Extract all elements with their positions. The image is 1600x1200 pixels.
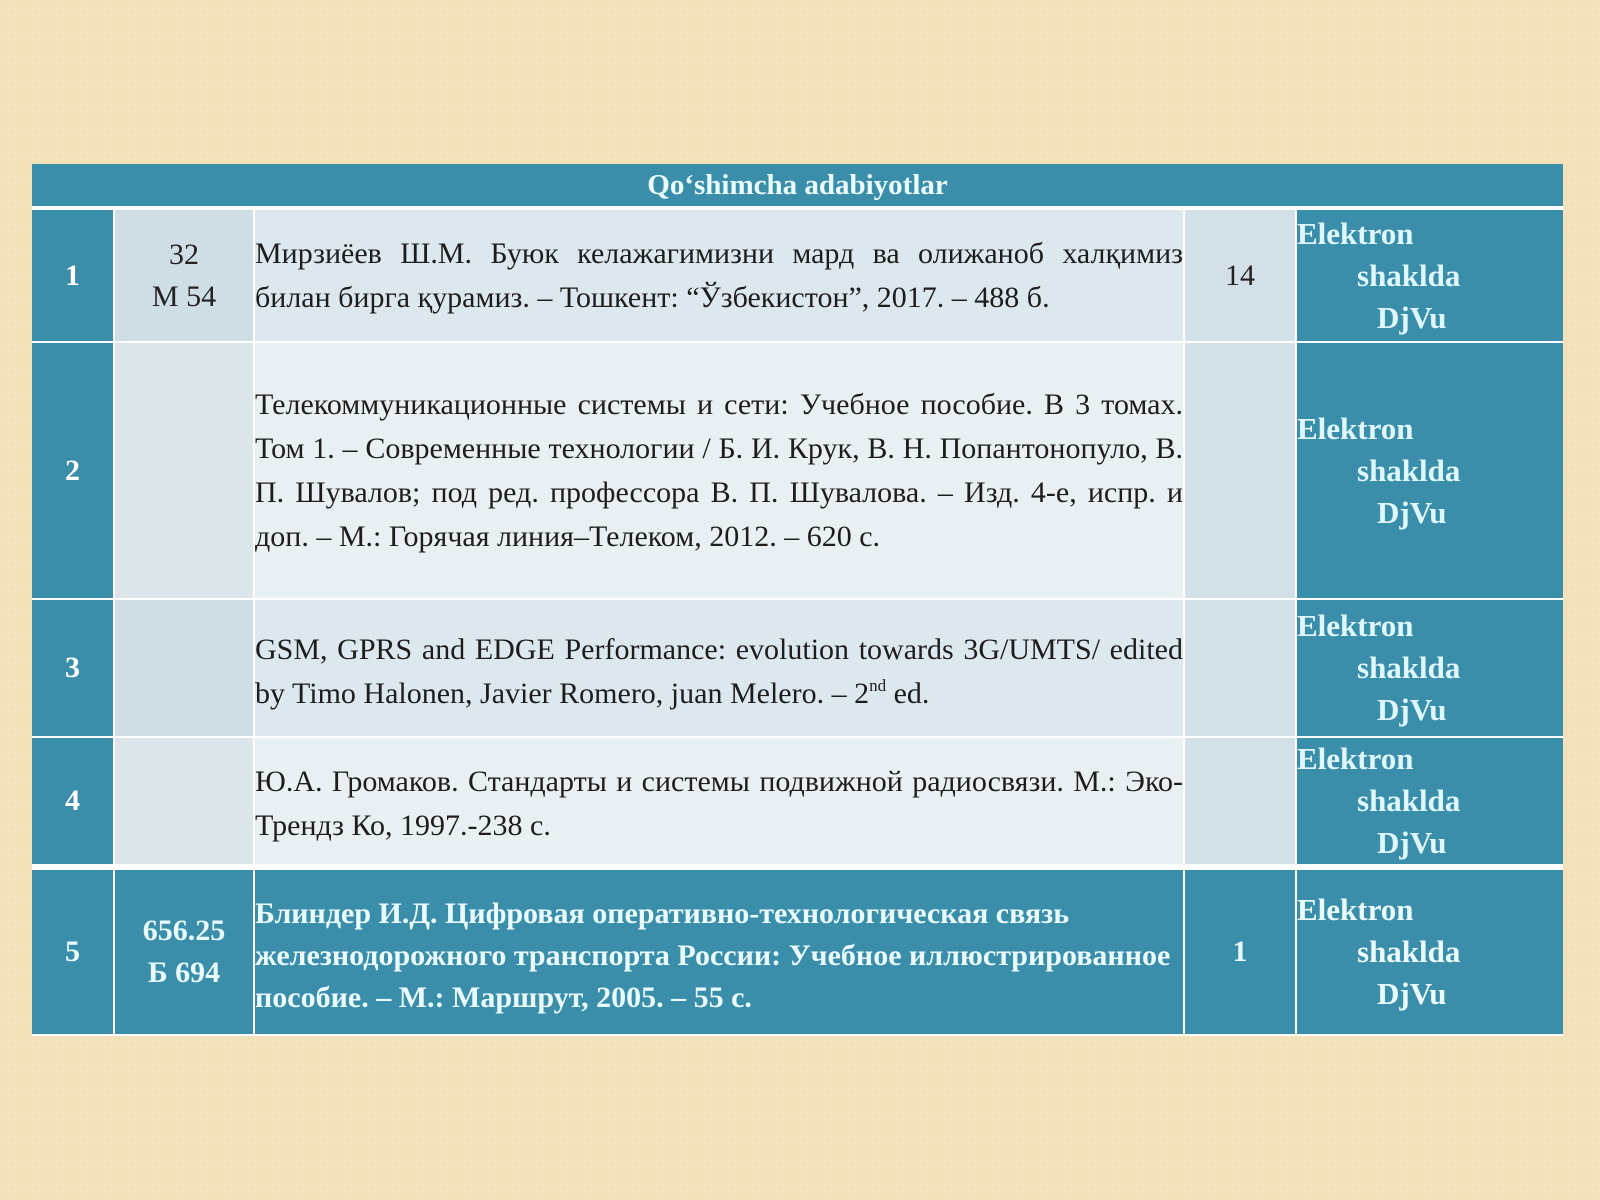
format-line: DjVu bbox=[1377, 692, 1447, 727]
copies-count bbox=[1185, 738, 1297, 866]
copies-count bbox=[1185, 343, 1297, 600]
format-line: Elektron bbox=[1297, 410, 1414, 446]
format-label bbox=[1297, 738, 1563, 866]
format-label bbox=[1297, 866, 1563, 1036]
format-line: shaklda bbox=[1357, 650, 1461, 685]
table-row bbox=[32, 210, 1563, 343]
row-number: 4 bbox=[32, 738, 115, 866]
format-line: DjVu bbox=[1377, 825, 1447, 860]
book-reference: Телекоммуникационные системы и сети: Учебное пособие. В 3 томах. Том 1. – Современные технологии / Б. И. Крук, В. Н. Попантонопуло, В. П. Шувалов; под ред. профессора В. П. Шувалова. – Изд. 4-е, испр. и доп. – М.: Горячая линия–Телеком, 2012. – 620 с. bbox=[255, 343, 1185, 600]
code-line: М 54 bbox=[151, 279, 217, 313]
copies-count: 14 bbox=[1185, 210, 1297, 343]
table-header-row bbox=[32, 164, 1563, 210]
book-reference bbox=[255, 600, 1185, 738]
format-line: shaklda bbox=[1357, 452, 1461, 488]
row-number: 2 bbox=[32, 343, 115, 600]
format-line: shaklda bbox=[1357, 783, 1461, 818]
format-line: Elektron bbox=[1297, 892, 1414, 927]
reference-text: GSM, GPRS and EDGE Performance: evolution towards 3G/UMTS/ edited by Timo Halonen, Javier Romero, juan Melero. – 2 bbox=[255, 633, 1183, 710]
classification-code bbox=[115, 600, 255, 738]
format-label bbox=[1297, 343, 1563, 600]
book-reference: Блиндер И.Д. Цифровая оперативно-технологическая связь железнодорожного транспорта России: Учебное иллюстрированное пособие. – М.: Маршрут, 2005. – 55 с. bbox=[255, 866, 1185, 1036]
classification-code bbox=[115, 738, 255, 866]
code-line: 32 bbox=[169, 237, 199, 271]
copies-count: 1 bbox=[1185, 866, 1297, 1036]
table-row bbox=[32, 343, 1563, 600]
reference-text-end: ed. bbox=[886, 677, 930, 710]
book-reference: Мирзиёев Ш.М. Буюк келажагимизни мард ва олижаноб халқимиз билан бирга қурамиз. – Тошкент: “Ўзбекистон”, 2017. – 488 б. bbox=[255, 210, 1185, 343]
table-row bbox=[32, 738, 1563, 866]
literature-table bbox=[32, 164, 1563, 1036]
table-row bbox=[32, 600, 1563, 738]
code-line: 656.25 bbox=[142, 914, 226, 947]
format-line: Elektron bbox=[1297, 741, 1414, 776]
format-line: shaklda bbox=[1357, 257, 1461, 293]
format-line: Elektron bbox=[1297, 608, 1414, 643]
book-reference: Ю.А. Громаков. Стандарты и системы подвижной радиосвязи. М.: Эко-Трендз Ко, 1997.-238 с. bbox=[255, 738, 1185, 866]
classification-code bbox=[115, 343, 255, 600]
format-line: DjVu bbox=[1377, 299, 1447, 335]
classification-code bbox=[115, 866, 255, 1036]
copies-count bbox=[1185, 600, 1297, 738]
code-line: Б 694 bbox=[147, 956, 221, 989]
classification-code bbox=[115, 210, 255, 343]
format-line: Elektron bbox=[1297, 215, 1414, 251]
row-number: 5 bbox=[32, 866, 115, 1036]
ordinal-suffix: nd bbox=[869, 676, 887, 695]
format-line: DjVu bbox=[1377, 494, 1447, 530]
format-line: DjVu bbox=[1377, 976, 1447, 1011]
format-label bbox=[1297, 600, 1563, 738]
table-title: Qo‘shimcha adabiyotlar bbox=[32, 164, 1563, 210]
format-label bbox=[1297, 210, 1563, 343]
table-row-highlighted bbox=[32, 866, 1563, 1036]
format-line: shaklda bbox=[1357, 934, 1461, 969]
row-number: 1 bbox=[32, 210, 115, 343]
row-number: 3 bbox=[32, 600, 115, 738]
